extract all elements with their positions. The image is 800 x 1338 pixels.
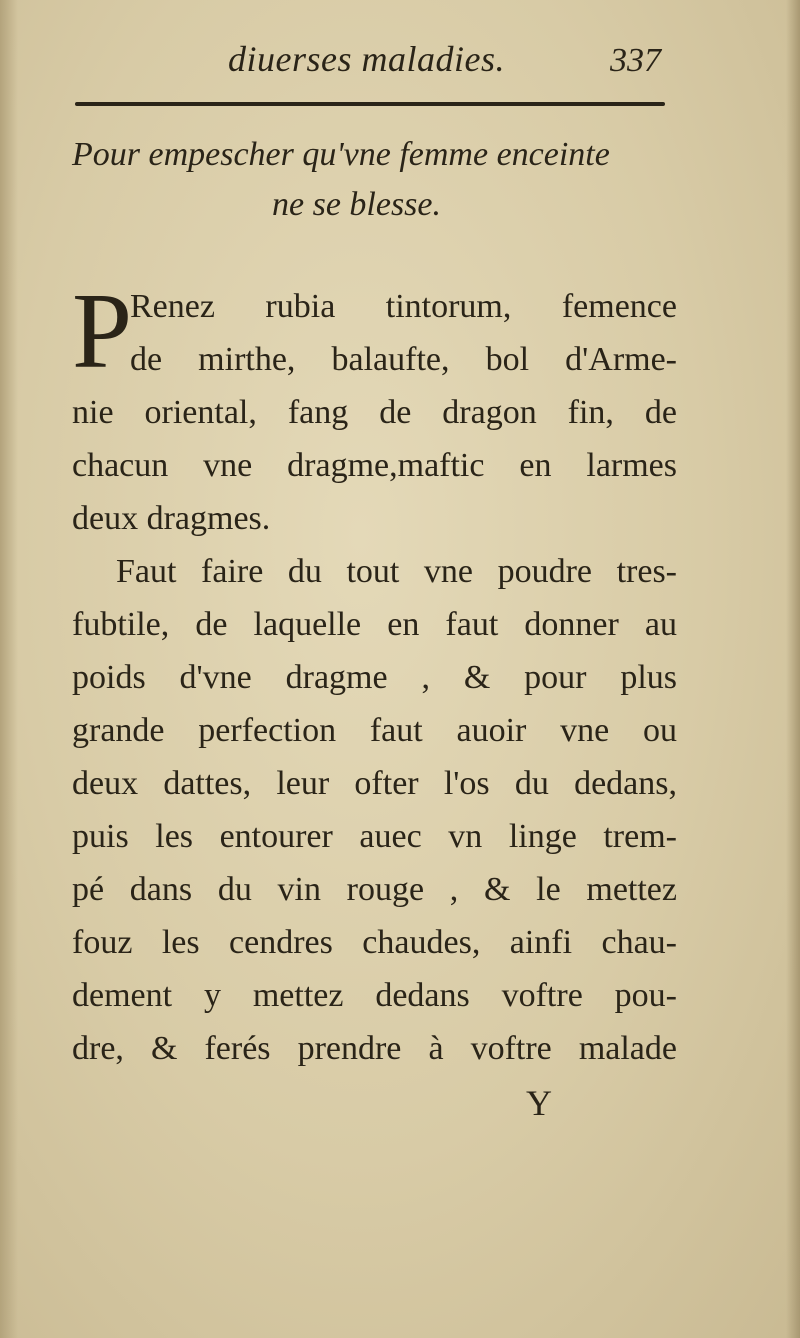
body-line: grande perfection faut auoir vne ou [72,712,677,749]
heading-line-1: Pour empescher qu'vne femme enceinte [72,136,610,173]
running-head: diuerses maladies. [228,39,505,79]
body-line: chacun vne dragme,maftic en larmes [72,447,677,484]
body-line: Faut faire du tout vne poudre tres- [116,553,677,590]
signature-mark: Y [526,1083,552,1123]
drop-cap: P [72,272,133,391]
body-line: dre, & ferés prendre à voftre malade [72,1030,677,1067]
body-line: pé dans du vin rouge , & le mettez [72,871,677,908]
page-edge-shadow-right [786,0,800,1338]
body-line: Renez rubia tintorum, femence [130,288,677,325]
page-edge-shadow-left [0,0,18,1338]
body-line: nie oriental, fang de dragon fin, de [72,394,677,431]
body-line: fouz les cendres chaudes, ainfi chau- [72,924,677,961]
body-text [72,272,677,1075]
body-line: de mirthe, balaufte, bol d'Arme- [130,341,677,378]
section-heading [72,130,672,230]
heading-line-2: ne se blesse. [272,186,442,223]
header-rule [75,102,665,106]
body-line: deux dragmes. [72,500,271,537]
page-number: 337 [610,42,661,79]
body-line: dement y mettez dedans voftre pou- [72,977,677,1014]
body-line: puis les entourer auec vn linge trem- [72,818,677,855]
body-line: deux dattes, leur ofter l'os du dedans, [72,765,677,802]
body-line: poids d'vne dragme , & pour plus [72,659,677,696]
body-line: fubtile, de laquelle en faut donner au [72,606,677,643]
